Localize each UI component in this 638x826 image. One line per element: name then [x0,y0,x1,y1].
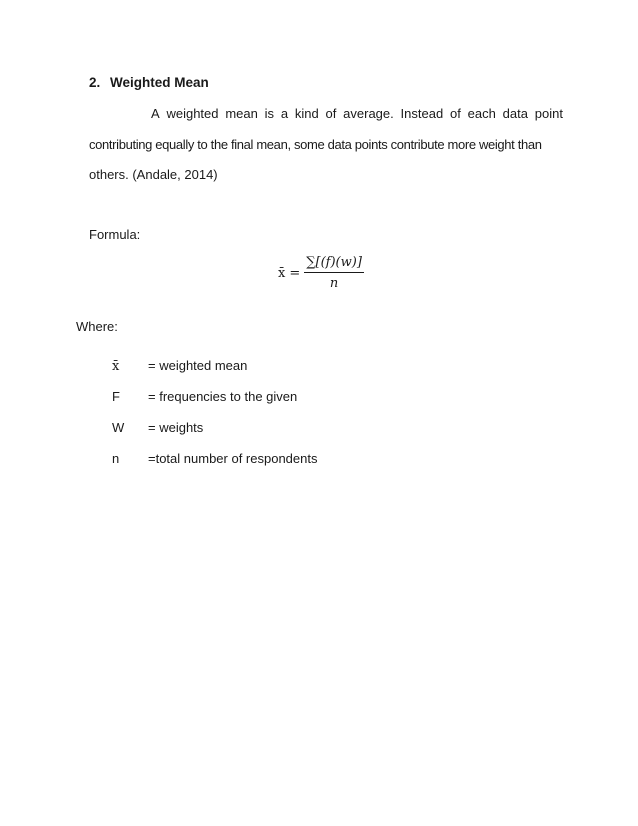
word: average. [343,106,394,121]
definition-symbol: W [112,420,125,435]
formula-lhs: x̄ [278,265,286,281]
section-number: 2. [89,75,101,90]
definition-row [112,451,317,466]
section-heading [89,75,209,90]
definition-symbol: x̄ [112,359,120,374]
section-title: Weighted Mean [110,75,209,90]
definition-symbol: F [112,389,120,404]
definition-meaning: =total number of respondents [148,451,318,466]
paragraph-line-2: contributing equally to the final mean, some data points contribute more weight than [89,137,542,152]
weighted-mean-formula [278,255,364,291]
word: of [325,106,337,121]
formula-denominator: n [329,276,339,291]
definition-meaning: = weighted mean [148,358,248,373]
paragraph-line-3: others. (Andale, 2014) [89,167,218,182]
definition-symbol: n [112,451,120,466]
word: mean [225,106,258,121]
word: kind [294,106,319,121]
definition-meaning: = frequencies to the given [148,389,298,404]
word: of [450,106,461,121]
definition-row [112,420,203,435]
word: weighted [166,106,219,121]
word: A [151,106,160,121]
word: each [467,106,496,121]
formula-equals: = [289,265,301,281]
word: Instead [400,106,444,121]
definition-meaning: = weights [148,420,204,435]
where-label: Where: [76,319,118,334]
word: point [534,106,563,121]
word: is [264,106,275,121]
formula-label: Formula: [89,227,141,242]
formula-numerator: ∑[(f)(w)] [304,255,364,273]
definition-row [112,358,247,374]
word: a [280,106,289,121]
word: data [502,106,528,121]
paragraph-line-1 [89,106,563,121]
definition-row [112,389,297,404]
formula-fraction [304,255,364,291]
